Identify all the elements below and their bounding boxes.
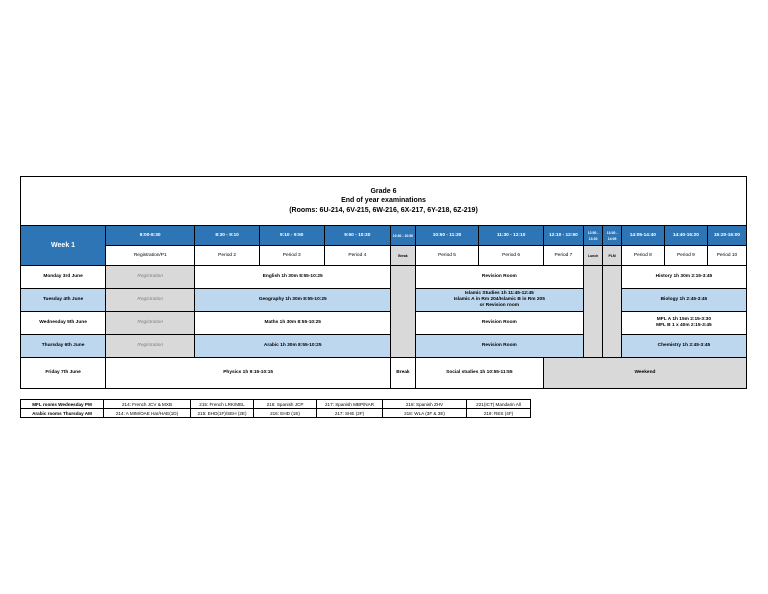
period-label: Period 6	[479, 246, 544, 266]
weekend-cell: Weekend	[543, 358, 746, 389]
period-label: Break	[391, 246, 416, 266]
period-label: PLM	[603, 246, 621, 266]
exam-cell: Arabic 1h 30m 8:55-10:25	[195, 335, 391, 358]
time-slot: 8:00-8:30	[106, 226, 195, 246]
period-label: Period 3	[259, 246, 324, 266]
lunch-column	[583, 266, 602, 358]
title-exams: End of year examinations	[341, 197, 426, 205]
period-label: Lunch	[583, 246, 602, 266]
registration-cell: Registration	[106, 335, 195, 358]
period-label: Period 4	[324, 246, 391, 266]
registration-cell: Registration	[106, 266, 195, 289]
exam-timetable	[20, 176, 747, 389]
break-column	[391, 266, 416, 358]
day-label: Thursday 6th June	[21, 335, 106, 358]
room-cell: 218: WLA (3F & 3E)	[383, 409, 467, 418]
timetable-title	[20, 176, 747, 225]
period-label: Period 10	[707, 246, 746, 266]
registration-cell: Registration	[106, 312, 195, 335]
time-slot: 10:30 - 10:50	[391, 226, 416, 246]
period-label: Period 5	[415, 246, 479, 266]
room-cell: 219: RES (4F)	[467, 409, 531, 418]
rooms-table	[20, 399, 531, 418]
break-cell: Break	[391, 358, 416, 389]
time-slot: 9:50 - 10:30	[324, 226, 391, 246]
time-slot: 9:10 - 9:50	[259, 226, 324, 246]
exam-cell: History 1h 30m 2:15-3:45	[621, 266, 746, 289]
exam-cell: Social studies 1h 10:55-11:55	[415, 358, 543, 389]
room-cell: 215: EHD(1F)/SEH (2E)	[191, 409, 254, 418]
day-label: Tuesday 4th June	[21, 289, 106, 312]
title-rooms: (Rooms: 6U-214, 6V-215, 6W-216, 6X-217, 6Y-218, 6Z-219)	[289, 206, 478, 214]
room-cell: 221(ICT) Mandarin All	[467, 400, 531, 409]
title-grade: Grade 6	[370, 187, 397, 195]
time-slot: 11:30 - 12:10	[479, 226, 544, 246]
plm-column	[603, 266, 621, 358]
room-cell: 217: SHE (2F)	[317, 409, 383, 418]
room-cell: 216: Spanish JCP	[254, 400, 317, 409]
exam-cell: Geography 1h 30m 8:55-10:25	[195, 289, 391, 312]
revision-cell: Revision Room	[415, 266, 583, 289]
exam-line: Islamic A in Rm 204/Islamic B in Rm 205	[453, 297, 545, 302]
exam-line: or Revision room	[479, 303, 520, 308]
exam-line: Islamic Studies 1h 11:45-12:45	[464, 291, 534, 296]
exam-cell	[621, 312, 746, 335]
timetable-grid	[20, 225, 747, 389]
rooms-row-label: Arabic rooms Thursday AM	[21, 409, 104, 418]
period-label: Period 2	[195, 246, 260, 266]
exam-line: MFL B 1 x 40m 2:15-3:45	[656, 323, 712, 328]
time-slot: 14:05-14:40	[621, 226, 664, 246]
room-cell: 217: Spanish MBP/NAR	[317, 400, 383, 409]
day-label: Friday 7th June	[21, 358, 106, 389]
period-label: Registration/P1	[106, 246, 195, 266]
room-cell: 214: French JCV & MXB	[104, 400, 191, 409]
room-cell: 216: EHD (1E)	[254, 409, 317, 418]
time-slot: 13:30 - 14:05	[603, 226, 621, 246]
time-slot: 12:10 - 12:50	[543, 226, 583, 246]
time-slot: 15:20-16:00	[707, 226, 746, 246]
exam-cell: English 1h 30m 8:55-10:25	[195, 266, 391, 289]
week-label: Week 1	[21, 226, 106, 266]
exam-line: MFL A 1h 15m 2:15-3:30	[656, 317, 712, 322]
room-cell: 218: Spanish ZHV	[383, 400, 467, 409]
exam-cell: Biology 1h 2:45-3:45	[621, 289, 746, 312]
exam-cell: Physics 1h 9:15-10:15	[106, 358, 391, 389]
day-label: Monday 3rd June	[21, 266, 106, 289]
room-cell: 215: French LRK/MEL	[191, 400, 254, 409]
exam-cell: Maths 1h 30m 8:55-10:25	[195, 312, 391, 335]
exam-cell	[415, 289, 583, 312]
revision-cell: Revision Room	[415, 312, 583, 335]
period-label: Period 9	[664, 246, 707, 266]
time-slot: 14:40-15:20	[664, 226, 707, 246]
time-slot: 12:50 - 13:30	[583, 226, 602, 246]
room-cell: 214: A MIM/OAE Har/HAE(1D)	[104, 409, 191, 418]
period-label: Period 7	[543, 246, 583, 266]
time-slot: 8:30 - 9:10	[195, 226, 260, 246]
period-label: Period 8	[621, 246, 664, 266]
registration-cell: Registration	[106, 289, 195, 312]
exam-cell: Chemistry 1h 2:45-3:45	[621, 335, 746, 358]
day-label: Wednesday 5th June	[21, 312, 106, 335]
rooms-row-label: MFL rooms Wednesday PM	[21, 400, 104, 409]
time-slot: 10:50 - 11:30	[415, 226, 479, 246]
revision-cell: Revision Room	[415, 335, 583, 358]
